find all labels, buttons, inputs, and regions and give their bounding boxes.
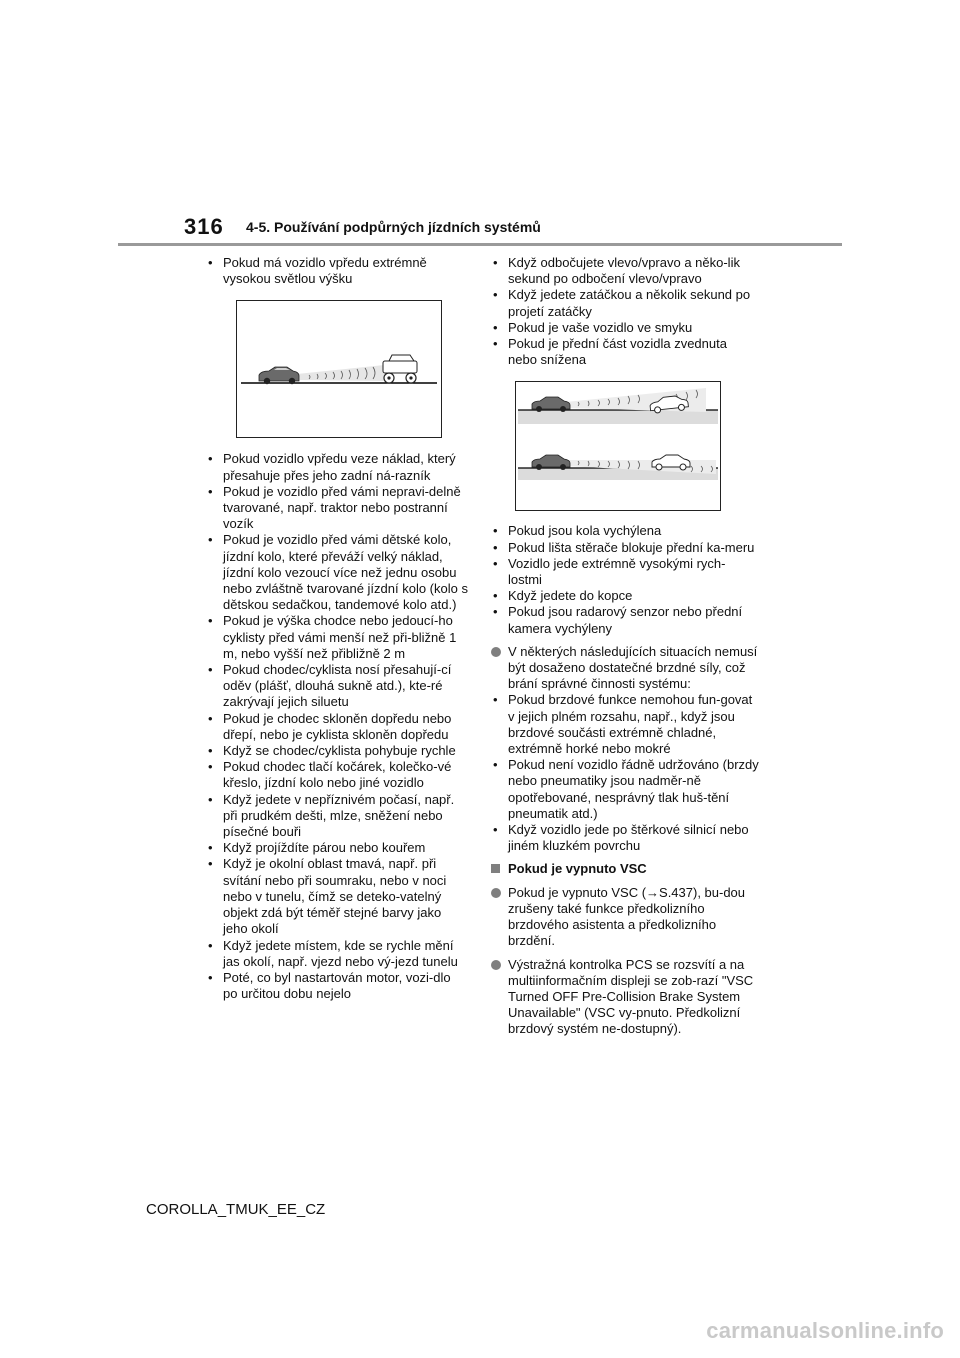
list-item: • Pokud je vozidlo před vámi nepravi-delně tvarované, např. traktor nebo postranní vozík [206,484,468,533]
list-item: • Když se chodec/cyklista pohybuje rychle [206,743,468,759]
list-item: • Pokud není vozidlo řádně udržováno (brzdy nebo pneumatiky jsou nadměr-ně opotřebované, nesprávný tlak huš-tění pneumatik atd.) [491,757,759,822]
list-item: • Pokud vozidlo vpředu veze náklad, který přesahuje přes jeho zadní ná-razník [206,451,468,483]
bullet-circle-icon [491,888,501,898]
list-item: • Když jedete do kopce [491,588,759,604]
list-item: • Pokud brzdové funkce nemohou fun-govat v jejich plném rozsahu, např., když jsou brzdové součásti extrémně chladné, extrémně horké nebo mokré [491,692,759,757]
vsc-heading [491,861,759,877]
own-car-icon [259,367,299,384]
list-item: • Pokud je vaše vozidlo ve smyku [491,320,759,336]
illustration-pitching-vehicle [515,381,721,511]
right-column [491,255,759,1038]
high-clearance-vehicle-icon [383,355,417,383]
list-item: • Pokud lišta stěrače blokuje přední ka-meru [491,540,759,556]
section-title: 4-5. Používání podpůrných jízdních systémů [246,219,541,235]
document-code: COROLLA_TMUK_EE_CZ [146,1201,326,1218]
pcs-warning-paragraph [491,957,759,1038]
bullet-list [206,255,468,287]
list-item: • Když jedete zatáčkou a několik sekund po projetí zatáčky [491,287,759,319]
list-item: • Když vozidlo jede po štěrkové silnicí nebo jiném kluzkém povrchu [491,822,759,854]
vsc-heading-text: Pokud je vypnuto VSC [508,861,647,877]
pcs-warning-text: Výstražná kontrolka PCS se rozsvítí a na multiinformačním displeji se zob-razí "VSC Turned OFF Pre-Collision Brake System Unavailable" (VSC vy-pnuto. Předkolizní brzdový systém ne-dostupný). [508,956,754,1037]
list-item: • Pokud jsou kola vychýlena [491,523,759,539]
radar-illustration-svg [516,382,720,510]
brake-intro-text: V některých následujících situacích nemusí být dosaženo dostatečné brzdné síly, což brání správné činnosti systému: [508,643,758,692]
list-item: • Pokud je vozidlo před vámi dětské kolo, jízdní kolo, které převáží velký náklad, jízdní kolo vezoucí více než jednu osobu nebo zvláštně tvarované jízdní kolo (kolo s dětskou sedačkou, tandemové kolo atd.) [206,532,468,613]
list-item: • Když jedete místem, kde se rychle mění jas okolí, např. vjezd nebo vý-jezd tunelu [206,938,468,970]
vsc-paragraph [491,885,759,950]
illustration-high-clearance-vehicle [236,300,442,438]
list-item: • Pokud je výška chodce nebo jedoucí-ho cyklisty před vámi menší než při-bližně 1 m, nebo vyšší než přibližně 2 m [206,613,468,662]
list-item: • Pokud jsou radarový senzor nebo přední kamera vychýleny [491,604,759,636]
list-item: • Když jedete v nepříznivém počasí, např. při prudkém dešti, mlze, sněžení nebo písečné bouři [206,792,468,841]
radar-illustration-svg [237,301,441,437]
list-item: • Vozidlo jede extrémně vysokými rych-lostmi [491,556,759,588]
bullet-list [491,692,759,854]
watermark: carmanualsonline.info [706,1318,944,1343]
header-divider [118,243,842,246]
page-number: 316 [184,214,224,239]
list-item: • Pokud je přední část vozidla zvednuta nebo snížena [491,336,759,368]
vsc-paragraph-text: Pokud je vypnuto VSC (→S.437), bu-dou zrušeny také funkce předkolizního brzdového asistenta a předkolizního brzdění. [508,884,746,949]
bullet-circle-icon [491,960,501,970]
list-item: • Pokud chodec/cyklista nosí přesahují-cí oděv (plášť, dlouhá sukně atd.), kte-ré zakrývají jejich siluetu [206,662,468,711]
list-item: • Poté, co byl nastartován motor, vozi-dlo po určitou dobu nejelo [206,970,468,1002]
bullet-circle-icon [491,647,501,657]
left-column [206,255,468,1002]
bullet-list [491,523,759,636]
list-item: • Když je okolní oblast tmavá, např. při svítání nebo při soumraku, nebo v noci nebo v tunelu, čímž se deteko-vatelný objekt zdá být téměř stejné barvy jako jeho okolí [206,856,468,937]
list-item: • Když odbočujete vlevo/vpravo a něko-lik sekund po odbočení vlevo/vpravo [491,255,759,287]
list-item: • Pokud je chodec skloněn dopředu nebo dřepí, nebo je cyklista skloněn dopředu [206,711,468,743]
bullet-list [491,255,759,368]
list-item: • Pokud má vozidlo vpředu extrémně vysokou světlou výšku [206,255,468,287]
bullet-list [206,451,468,1002]
list-item: • Pokud chodec tlačí kočárek, kolečko-vé křeslo, jízdní kolo nebo jiné vozidlo [206,759,468,791]
list-item: • Když projíždíte párou nebo kouřem [206,840,468,856]
square-icon [491,864,500,873]
brake-force-note [491,644,759,693]
